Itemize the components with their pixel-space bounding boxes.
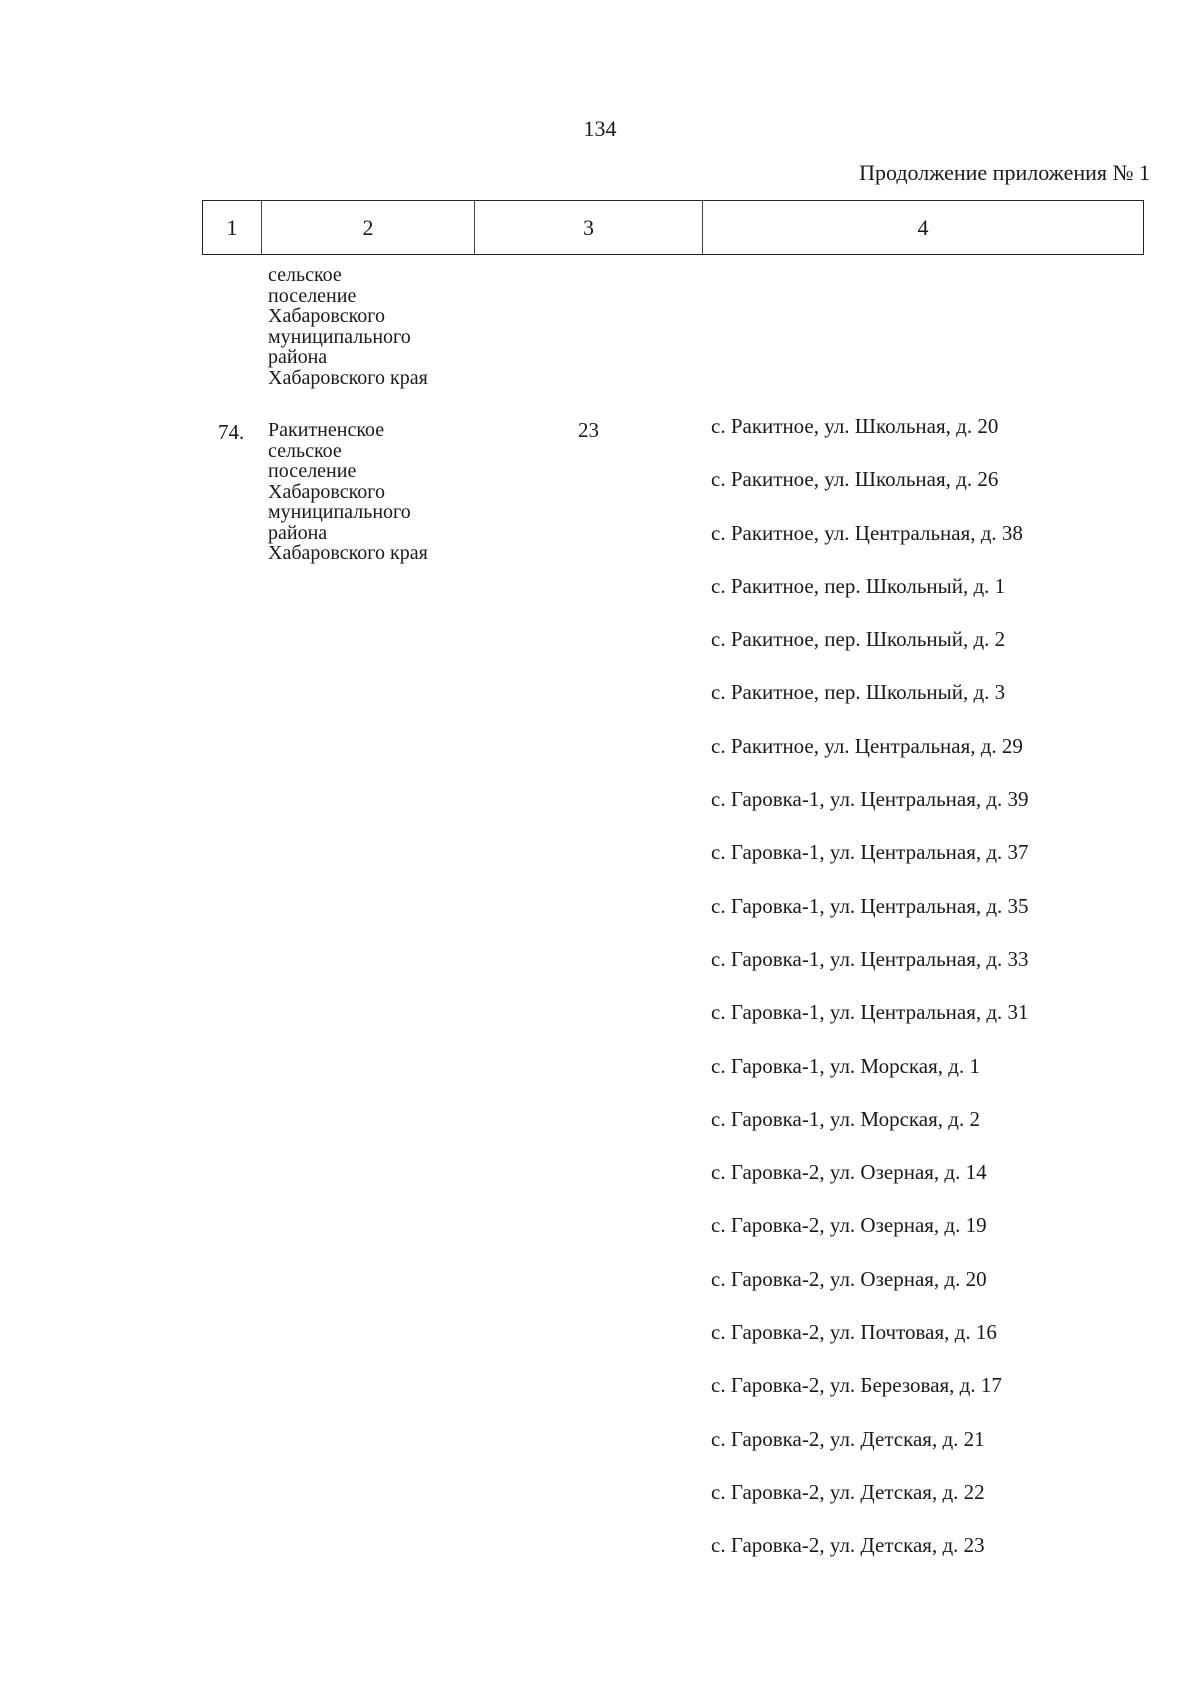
address-item: с. Ракитное, ул. Школьная, д. 20 xyxy=(711,414,999,438)
page-number: 134 xyxy=(583,116,617,141)
address-item: с. Гаровка-2, ул. Озерная, д. 20 xyxy=(711,1266,987,1291)
name-line: Хабаровского края xyxy=(268,542,428,564)
address-item: с. Гаровка-1, ул. Центральная, д. 39 xyxy=(711,787,1029,812)
address-item: с. Ракитное, ул. Центральная, д. 29 xyxy=(711,733,1023,758)
address-item: с. Гаровка-1, ул. Центральная, д. 33 xyxy=(711,946,1029,971)
entry-count: 23 xyxy=(578,418,599,442)
name-line: поселение xyxy=(268,460,357,482)
address-item: с. Ракитное, ул. Школьная, д. 26 xyxy=(711,467,999,492)
address-item: с. Ракитное, пер. Школьный, д. 1 xyxy=(711,573,1006,598)
continued-settlement-name xyxy=(268,265,428,388)
address-item: с. Гаровка-1, ул. Морская, д. 1 xyxy=(711,1053,980,1078)
header-cell-2: 2 xyxy=(262,201,475,254)
address-item: с. Гаровка-1, ул. Морская, д. 2 xyxy=(711,1106,980,1131)
address-item: с. Ракитное, пер. Школьный, д. 2 xyxy=(711,627,1006,652)
name-line: сельское xyxy=(268,439,342,462)
address-item: с. Гаровка-2, ул. Детская, д. 22 xyxy=(711,1479,985,1504)
name-line: района xyxy=(268,521,328,544)
address-item: с. Ракитное, пер. Школьный, д. 3 xyxy=(711,680,1006,705)
address-item: с. Гаровка-2, ул. Березовая, д. 17 xyxy=(711,1373,1002,1398)
entry-number: 74. xyxy=(218,420,245,444)
address-item: с. Гаровка-2, ул. Озерная, д. 19 xyxy=(711,1213,987,1238)
settlement-name xyxy=(268,420,428,564)
table-header-row xyxy=(202,200,1144,255)
name-line: Ракитненское xyxy=(268,419,385,441)
address-item: с. Гаровка-1, ул. Центральная, д. 31 xyxy=(711,1000,1029,1025)
address-item: с. Гаровка-2, ул. Детская, д. 21 xyxy=(711,1426,985,1451)
address-item: с. Гаровка-1, ул. Центральная, д. 35 xyxy=(711,893,1029,918)
name-line: Хабаровского xyxy=(268,305,385,327)
address-item: с. Гаровка-2, ул. Почтовая, д. 16 xyxy=(711,1320,997,1345)
address-item: с. Гаровка-2, ул. Детская, д. 23 xyxy=(711,1533,985,1558)
name-line: муниципального xyxy=(268,325,411,348)
address-list xyxy=(711,413,1029,1586)
name-line: Хабаровского xyxy=(268,480,385,503)
name-line: поселение xyxy=(268,284,357,307)
header-cell-1: 1 xyxy=(203,201,262,254)
name-line: Хабаровского края xyxy=(268,366,428,389)
name-line: района xyxy=(268,346,328,368)
address-item: с. Гаровка-2, ул. Озерная, д. 14 xyxy=(711,1160,987,1185)
header-cell-3: 3 xyxy=(475,201,703,254)
address-item: с. Гаровка-1, ул. Центральная, д. 37 xyxy=(711,840,1029,865)
name-line: сельское xyxy=(268,264,342,286)
address-item: с. Ракитное, ул. Центральная, д. 38 xyxy=(711,520,1023,545)
continuation-label: Продолжение приложения № 1 xyxy=(859,160,1150,185)
name-line: муниципального xyxy=(268,501,411,523)
header-cell-4: 4 xyxy=(917,214,929,240)
